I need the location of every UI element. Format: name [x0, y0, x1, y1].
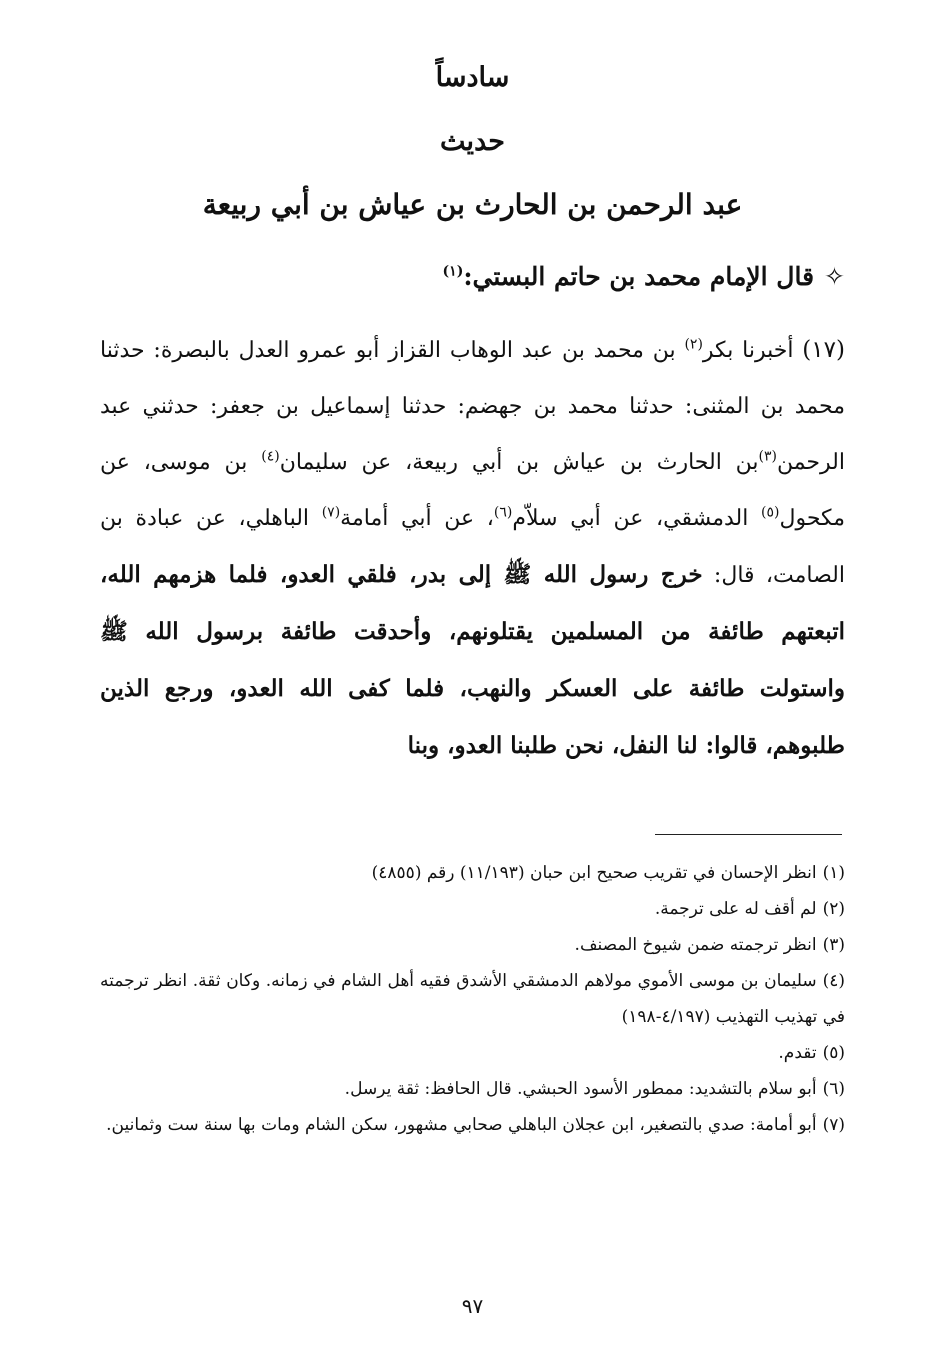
footnote-item [100, 1035, 845, 1071]
footnote-text: أبو أمامة: صدي بالتصغير، ابن عجلان الباهلي صحابي مشهور، سكن الشام ومات بها سنة ست وثمانين. [106, 1115, 817, 1135]
footnote-number: (١) [822, 863, 845, 883]
footnote-item [100, 927, 845, 963]
footnote-text: لم أقف له على ترجمة. [654, 899, 817, 919]
footnote-number: (٤) [822, 971, 845, 991]
hadith-chain-part: أخبرنا بكر [702, 338, 794, 363]
footnote-text: تقدم. [778, 1043, 817, 1063]
footnote-number: (٣) [822, 935, 845, 955]
footnotes-list [100, 855, 845, 1143]
intro-text: قال الإمام محمد بن حاتم البستي: [463, 262, 815, 291]
footnote-item [100, 1071, 845, 1107]
hadith-chain-part: بن موسى، عن مكحول [100, 450, 845, 531]
hadith-chain-part: ، عن أبي أمامة [340, 506, 494, 531]
page-number: ٩٧ [461, 1294, 484, 1318]
footnote-text: انظر ترجمته ضمن شيوخ المصنف. [574, 935, 817, 955]
section-number-heading: سادساً [435, 62, 510, 93]
footnote-text: انظر الإحسان في تقريب صحيح ابن حبان (١١/١٩٣) رقم (٤٨٥٥) [371, 863, 817, 883]
footnote-text: سليمان بن موسى الأموي مولاهم الدمشقي الأشدق فقيه أهل الشام في زمانه. وكان ثقة. انظر ترجمته في تهذيب التهذيب (٤/١٩٧-١٩٨) [100, 971, 845, 1027]
footnote-item [100, 891, 845, 927]
footnote-number: (٥) [822, 1043, 845, 1063]
intro-line [100, 262, 845, 291]
hadith-chain-part: الدمشقي، عن أبي سلاّم [512, 506, 762, 531]
hadith-text [100, 322, 845, 775]
footnote-ref: (١) [442, 263, 464, 280]
footnote-item [100, 855, 845, 891]
footnote-number: (٢) [822, 899, 845, 919]
footnote-separator [655, 834, 842, 835]
hadith-chain-part: بن محمد بن عبد الوهاب القزاز أبو عمرو العدل بالبصرة: حدثنا محمد بن المثنى: حدثنا محمد بن جهضم: حدثنا إسماعيل بن جعفر: حدثني عبد الرحمن [100, 338, 845, 475]
hadith-matn: خرج رسول الله ﷺ إلى بدر، فلقي العدو، فلما هزمهم الله، اتبعتهم طائفة من المسلمين يقتلونهم، وأحدقت طائفة برسول الله ﷺ واستولت طائفة على العسكر والنهب، فلما كفى الله العدو، ورجع الذين طلبوهم، قالوا: لنا النفل، نحن طلبنا العدو، وبنا [100, 561, 845, 759]
hadith-chain-part: الباهلي، عن عبادة بن الصامت، قال: [100, 506, 845, 588]
footnote-item [100, 963, 845, 1035]
footnote-ref: (٧) [321, 504, 341, 521]
footnote-ref: (٤) [261, 448, 280, 465]
diamond-bullet-icon: ✧ [824, 262, 845, 291]
footnote-ref: (٢) [684, 336, 703, 353]
footnote-text: أبو سلام بالتشديد: ممطور الأسود الحبشي. قال الحافظ: ثقة يرسل. [344, 1079, 817, 1099]
footnote-item [100, 1107, 845, 1143]
footnote-number: (٦) [822, 1079, 845, 1099]
footnote-ref: (٦) [493, 504, 513, 521]
narrator-title-heading: عبد الرحمن بن الحارث بن عياش بن أبي ربيعة [202, 188, 743, 221]
section-type-heading: حديث [440, 126, 505, 157]
footnote-ref: (٥) [761, 504, 780, 521]
footnote-number: (٧) [822, 1115, 845, 1135]
footnote-ref: (٣) [758, 448, 777, 465]
hadith-chain-part: بن الحارث بن عياش بن أبي ربيعة، عن سليمان [279, 450, 759, 475]
hadith-number: (١٧) [802, 337, 845, 363]
